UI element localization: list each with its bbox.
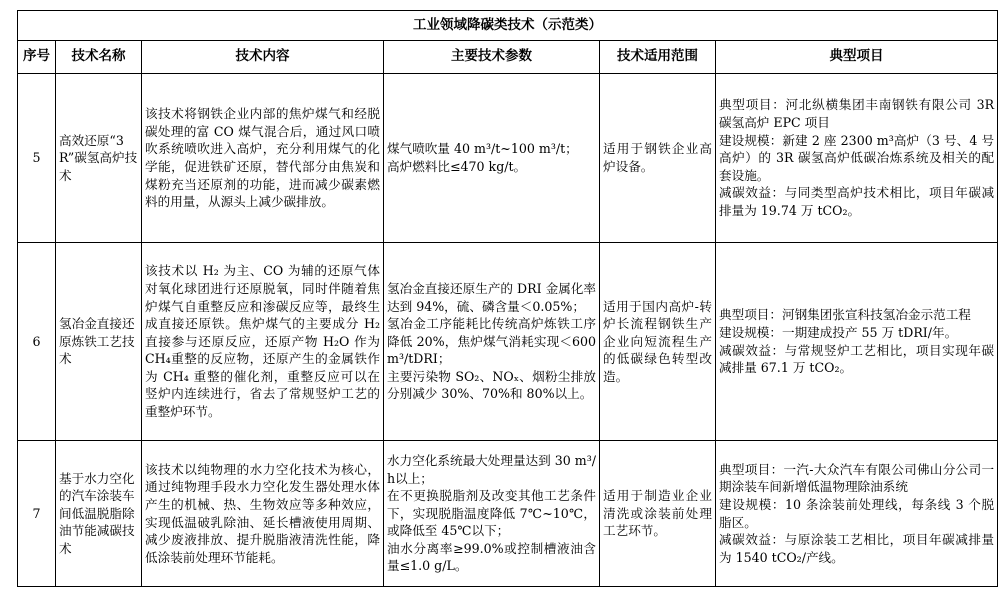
header-content: 技术内容: [142, 41, 384, 74]
row-project: [716, 243, 998, 441]
project-line: 建设规模：一期建成投产 55 万 tDRI/年。: [719, 324, 958, 340]
project-line: 减碳效益：与常规竖炉工艺相比，项目实现年碳减排量 67.1 万 tCO₂。: [719, 342, 995, 376]
param-line: 油水分离率≥99.0%或控制槽液油含量≤1.0 g/L。: [387, 540, 596, 574]
project-line: 典型项目：一汽-大众汽车有限公司佛山分公司一期涂装车间新增低温物理除油系统: [719, 461, 995, 495]
row-tech-content: 该技术以 H₂ 为主、CO 为辅的还原气体对氧化球团进行还原脱氧，同时伴随着焦炉煤气自重整反应和渗碳反应等，最终生成直接还原铁。焦炉煤气的主要成分 H₂ 直接参与还原反应，还原产物 H₂O 作为 CH₄重整的反应物，还原产生的金属铁作为 CH₄ 重整的催化剂，重整反应可以在竖炉内连续进行，省去了常规竖炉工艺的重整炉环节。: [142, 243, 384, 441]
param-line: 氢冶金工序能耗比传统高炉炼铁工序降低 20%，焦炉煤气消耗实现＜600 m³/tDRI；: [387, 316, 596, 367]
row-tech-scope: 适用于制造业企业清洗或涂装前处理工艺环节。: [600, 441, 716, 587]
row-tech-content: 该技术将钢铁企业内部的焦炉煤气和经脱碳处理的富 CO 煤气混合后，通过风口喷吹系统喷吹进入高炉，充分利用煤气的化学能，促进铁矿还原，替代部分由焦炭和煤粉充当还原剂的功能，进而减少碳素燃料的用量，从源头上减少碳排放。: [142, 74, 384, 243]
project-line: 建设规模：新建 2 座 2300 m³高炉（3 号、4 号高炉）的 3R 碳氢高炉低碳冶炼系统及相关的配套设施。: [719, 132, 995, 183]
project-line: 减碳效益：与同类型高炉技术相比，项目年碳减排量为 19.74 万 tCO₂。: [719, 185, 995, 218]
param-line: 主要污染物 SO₂、NOₓ、烟粉尘排放分别减少 30%、70%和 80%以上。: [387, 368, 596, 402]
row-tech-params: [384, 441, 600, 587]
project-line: 减碳效益：与原涂装工艺相比，项目年碳减排量为 1540 tCO₂/产线。: [719, 532, 995, 565]
row-project: [716, 441, 998, 587]
row-tech-content: 该技术以纯物理的水力空化技术为核心，通过纯物理手段水力空化发生器处理水体产生的机械、热、生物效应等多种效应，实现低温破乳除油、延长槽液使用周期、减少废液排放、提升脱脂液清洗性能，降低涂装前处理环节能耗。: [142, 441, 384, 587]
row-tech-scope: 适用于钢铁企业高炉设备。: [600, 74, 716, 243]
param-line: 高炉燃料比≤470 kg/t。: [387, 159, 527, 174]
header-name: 技术名称: [56, 41, 142, 74]
technology-table: [17, 10, 998, 587]
table-title: 工业领域降碳类技术（示范类）: [18, 11, 998, 41]
header-params: 主要技术参数: [384, 41, 600, 74]
project-line: 典型项目：河钢集团张宣科技氢冶金示范工程: [719, 307, 971, 323]
table-row: [18, 243, 998, 441]
param-line: 氢冶金直接还原生产的 DRI 金属化率达到 94%，硫、磷含量＜0.05%；: [387, 280, 596, 314]
table-header-row: [18, 41, 998, 74]
row-tech-params: [384, 74, 600, 243]
row-tech-params: [384, 243, 600, 441]
row-tech-name: 氢冶金直接还原炼铁工艺技术: [56, 243, 142, 441]
row-seq: 6: [18, 243, 56, 441]
param-line: 在不更换脱脂剂及改变其他工艺条件下，实现脱脂温度降低 7℃~10℃，或降低至 45℃以下；: [387, 488, 596, 539]
row-project: [716, 74, 998, 243]
row-tech-name: 基于水力空化的汽车涂装车间低温脱脂除油节能减碳技术: [56, 441, 142, 587]
project-line: 典型项目：河北纵横集团丰南钢铁有限公司 3R 碳氢高炉 EPC 项目: [719, 97, 995, 131]
row-seq: 7: [18, 441, 56, 587]
table-row: [18, 441, 998, 587]
row-tech-name: 高效还原“3R”碳氢高炉技术: [56, 74, 142, 243]
row-tech-scope: 适用于国内高炉-转炉长流程钢铁生产企业向短流程生产的低碳绿色转型改造。: [600, 243, 716, 441]
param-line: 水力空化系统最大处理量达到 30 m³/h以上；: [387, 452, 596, 486]
header-project: 典型项目: [716, 41, 998, 74]
header-scope: 技术适用范围: [600, 41, 716, 74]
header-seq: 序号: [18, 41, 56, 74]
param-line: 煤气喷吹量 40 m³/t~100 m³/t；: [387, 141, 578, 157]
table-row: [18, 74, 998, 243]
table-title-row: [18, 11, 998, 41]
row-seq: 5: [18, 74, 56, 243]
project-line: 建设规模：10 条涂装前处理线，每条线 3 个脱脂区。: [719, 496, 995, 530]
